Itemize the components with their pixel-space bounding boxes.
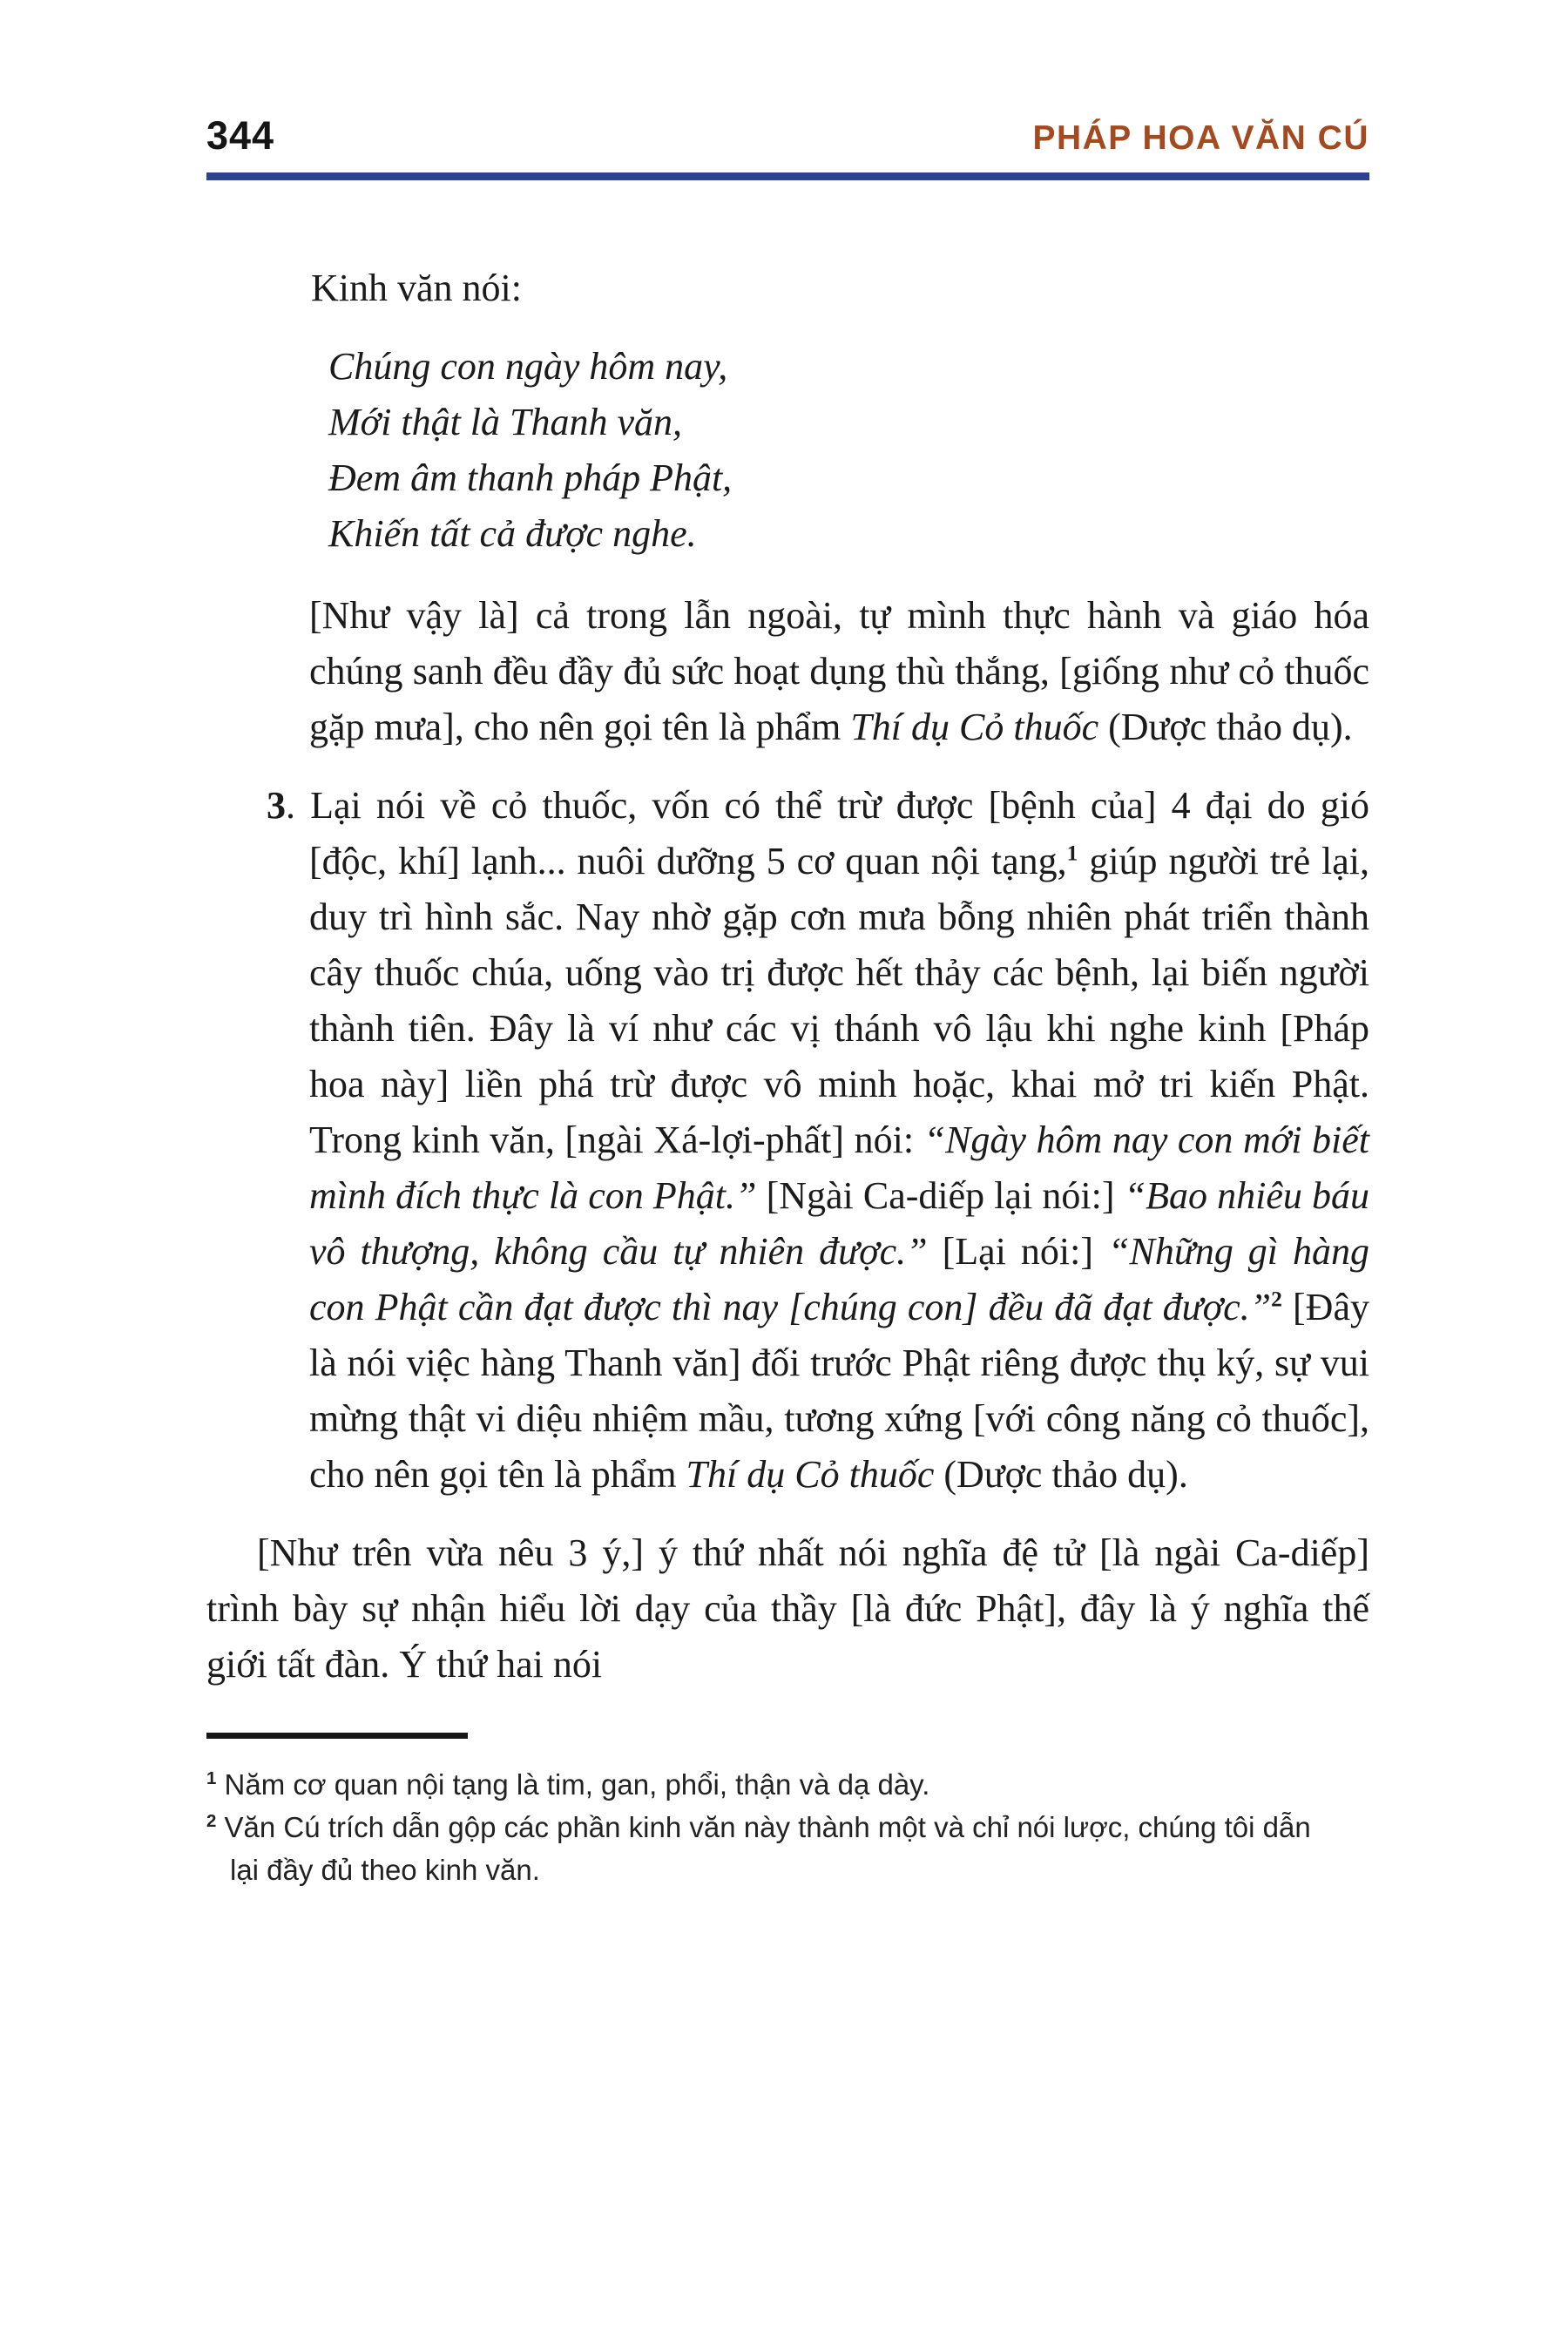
commentary-paragraph-1	[309, 588, 1369, 755]
verse-line-1: Chúng con ngày hôm nay,	[328, 345, 728, 388]
page-header	[206, 113, 1369, 159]
verse-line-3: Đem âm thanh pháp Phật,	[328, 456, 733, 499]
verse-block	[328, 339, 1369, 562]
text-run: (Dược thảo dụ).	[934, 1453, 1188, 1496]
footnote-2-text: Văn Cú trích dẫn gộp các phần kinh văn này thành một và chỉ nói lược, chúng tôi dẫn lại đầy đủ theo kinh văn.	[216, 1811, 1311, 1886]
footnote-1-text: Năm cơ quan nội tạng là tim, gan, phổi, thận và dạ dày.	[216, 1768, 930, 1801]
footnote-1	[206, 1763, 1330, 1806]
lead-in-line: Kinh văn nói:	[311, 267, 522, 309]
text-run: giúp người trẻ lại, duy trì hình sắc. Nay nhờ gặp cơn mưa bỗng nhiên phát triển thành cây thuốc chúa, uống vào trị được hết thảy các bệnh, lại biến người thành tiên. Đây là ví như các vị thánh vô lậu khi nghe kinh [Pháp hoa này] liền phá trừ được vô minh hoặc, khai mở tri kiến Phật. Trong kinh văn, [ngài Xá-lợi-phất] nói:	[309, 840, 1369, 1161]
footnote-ref-1: 1	[1066, 840, 1078, 866]
page-number: 344	[206, 113, 275, 158]
text-run: [Như vậy là] cả trong lẫn ngoài, tự mình thực hành và giáo hóa chúng sanh đều đầy đủ sức hoạt dụng thù thắng, [giống như cỏ thuốc gặp mưa], cho nên gọi tên là phẩm	[309, 594, 1369, 748]
verse-line-2: Mới thật là Thanh văn,	[328, 401, 683, 443]
text-run: (Dược thảo dụ).	[1098, 706, 1353, 748]
verse-line-4: Khiến tất cả được nghe.	[328, 512, 697, 555]
footnote-1-marker: 1	[206, 1768, 217, 1788]
page-body	[206, 260, 1369, 1693]
header-rule	[206, 172, 1369, 180]
footnote-2-marker: 2	[206, 1811, 217, 1831]
text-run: [Như trên vừa nêu 3 ý,] ý thứ nhất nói nghĩa đệ tử [là ngài Ca-diếp] trình bày sự nhận hiểu lời dạy của thầy [là đức Phật], đây là ý nghĩa thế giới tất đàn. Ý thứ hai nói	[206, 1531, 1369, 1686]
footnotes-section	[206, 1733, 1369, 1891]
section-number: 3	[267, 784, 286, 827]
commentary-paragraph-3	[206, 1525, 1369, 1693]
text-run: [Ngài Ca-diếp lại nói:]	[756, 1174, 1125, 1217]
text-run: [Lại nói:]	[927, 1230, 1108, 1273]
running-title: PHÁP HOA VĂN CÚ	[1032, 119, 1369, 157]
scripture-quote-italic: “Những gì hàng con Phật cần đạt được thì nay [chúng con] đều đã đạt được.”	[309, 1230, 1370, 1328]
footnote-ref-2: 2	[1271, 1286, 1282, 1312]
scripture-quote-italic: “Bao nhiêu báu vô thượng, không cầu tự nhiên được.”	[309, 1174, 1369, 1273]
footnote-2	[206, 1806, 1330, 1891]
chapter-title-italic: Thí dụ Cỏ thuốc	[686, 1453, 935, 1496]
footnote-rule	[206, 1733, 468, 1739]
chapter-title-italic: Thí dụ Cỏ thuốc	[850, 706, 1099, 748]
commentary-paragraph-2	[267, 778, 1370, 1503]
scripture-quote-italic: “Ngày hôm nay con mới biết mình đích thực là con Phật.”	[309, 1119, 1369, 1217]
text-run: [Đây là nói việc hàng Thanh văn] đối trước Phật riêng được thụ ký, sự vui mừng thật vi diệu nhiệm mầu, tương xứng [với công năng cỏ thuốc], cho nên gọi tên là phẩm	[309, 1286, 1369, 1496]
text-run: . Lại nói về cỏ thuốc, vốn có thể trừ được [bệnh của] 4 đại do gió [độc, khí] lạnh... nuôi dưỡng 5 cơ quan nội tạng,	[286, 784, 1369, 882]
footnotes-list	[206, 1763, 1330, 1891]
